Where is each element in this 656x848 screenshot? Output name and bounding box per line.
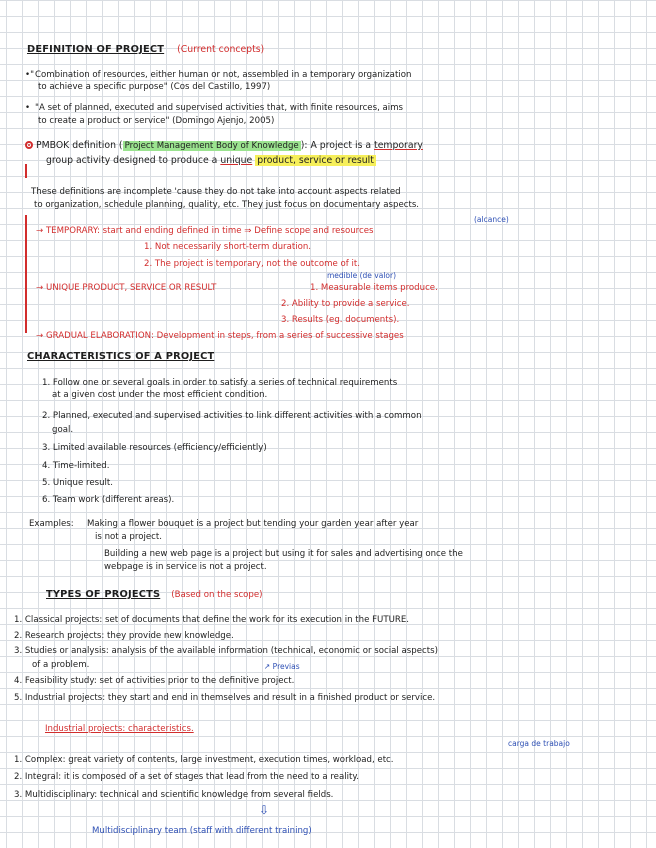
unique-item-1: 1. Measurable items produce. xyxy=(310,283,438,293)
arrow-right-icon: → xyxy=(36,331,46,341)
alcance-note: (alcance) xyxy=(474,215,509,224)
characteristics-item-3: 3. Limited available resources (efficiency/efficiently) xyxy=(42,443,267,453)
types-heading: TYPES OF PROJECTS xyxy=(46,589,161,600)
unique-item-2: 2. Ability to provide a service. xyxy=(281,299,410,309)
target-bullet-icon xyxy=(25,141,33,149)
characteristics-heading-line xyxy=(27,351,214,363)
examples-line-3: Building a new web page is a project but using it for sales and advertising once the xyxy=(104,549,463,559)
types-item-5: 5. Industrial projects: they start and end in themselves and result in a finished product or service. xyxy=(14,693,436,703)
examples-line-4: webpage is in service is not a project. xyxy=(104,562,267,572)
industrial-item-3: 3. Multidisciplinary: technical and scientific knowledge from several fields. xyxy=(14,790,334,800)
temporary-item-1: 1. Not necessarily short-term duration. xyxy=(144,242,312,252)
product-highlight: product, service or result xyxy=(257,155,374,166)
red-bracket-top xyxy=(25,164,27,178)
temporary-line: → TEMPORARY: start and ending defined in time ⇒ Define scope and resources xyxy=(36,226,374,236)
down-arrow-icon: ⇩ xyxy=(259,803,270,817)
red-rail xyxy=(25,215,27,333)
industrial-team: Multidisciplinary team (staff with different training) xyxy=(92,826,312,836)
unique-line: → UNIQUE PRODUCT, SERVICE OR RESULT xyxy=(36,283,217,293)
definition-bullet-2-line-1: • "A set of planned, executed and supervised activities that, with finite resources, aims xyxy=(25,103,404,113)
previas-note: ↗ Previas xyxy=(264,662,300,671)
pmbok-line-2: group activity designed to produce a unique product, service or result xyxy=(46,155,374,166)
characteristics-item-2-line-1: 2. Planned, executed and supervised activities to link different activities with a common xyxy=(42,411,422,421)
definition-subtitle: (Current concepts) xyxy=(177,44,265,55)
temporary-word: temporary xyxy=(374,140,423,151)
characteristics-item-6: 6. Team work (different areas). xyxy=(42,495,175,505)
definition-heading: DEFINITION OF PROJECT xyxy=(27,44,165,55)
characteristics-heading: CHARACTERISTICS OF A PROJECT xyxy=(27,351,215,362)
arrow-curve-icon: ↗ xyxy=(264,662,273,671)
types-item-2: 2. Research projects: they provide new knowledge. xyxy=(14,631,234,641)
gradual-line: → GRADUAL ELABORATION: Development in steps, from a series of successive stages xyxy=(36,331,404,341)
characteristics-item-2-line-2: goal. xyxy=(52,425,74,435)
industrial-item-2: 2. Integral: it is composed of a set of stages that lead from the need to a reality. xyxy=(14,772,359,782)
bullet-dot-icon: •" xyxy=(25,70,35,80)
types-item-4: 4. Feasibility study: set of activities prior to the definitive project. xyxy=(14,676,295,686)
characteristics-item-1-line-2: at a given cost under the most efficient condition. xyxy=(52,390,268,400)
types-item-3-line-2: of a problem. xyxy=(32,660,90,670)
incomplete-line-1: These definitions are incomplete 'cause they do not take into account aspects related xyxy=(31,187,401,197)
definition-bullet-1-line-1: •"Combination of resources, either human or not, assembled in a temporary organization xyxy=(25,70,412,80)
temporary-item-2: 2. The project is temporary, not the outcome of it. xyxy=(144,259,361,269)
types-heading-line xyxy=(46,589,263,601)
types-item-3-line-1: 3. Studies or analysis: analysis of the available information (technical, economic or social aspects) xyxy=(14,646,438,656)
incomplete-line-2: to organization, schedule planning, quality, etc. They just focus on documentary aspects. xyxy=(34,200,420,210)
industrial-item-1: 1. Complex: great variety of contents, large investment, execution times, workload, etc. xyxy=(14,755,394,765)
examples-label: Examples: xyxy=(29,519,74,529)
carga-note: carga de trabajo xyxy=(508,739,570,748)
types-subtitle: (Based on the scope) xyxy=(171,590,263,600)
definition-bullet-1-line-2: to achieve a specific purpose" (Cos del Castillo, 1997) xyxy=(38,82,271,92)
arrow-right-icon: → xyxy=(36,283,46,293)
industrial-heading: Industrial projects: characteristics. xyxy=(45,724,194,734)
types-item-1: 1. Classical projects: set of documents that define the work for its execution in the FUTURE. xyxy=(14,615,410,625)
bullet-dot-icon: • xyxy=(25,103,31,113)
definition-heading-line xyxy=(27,44,264,56)
characteristics-item-5: 5. Unique result. xyxy=(42,478,114,488)
characteristics-item-1-line-1: 1. Follow one or several goals in order to satisfy a series of technical requirements xyxy=(42,378,398,388)
unique-item-3: 3. Results (eg. documents). xyxy=(281,315,400,325)
characteristics-item-4: 4. Time-limited. xyxy=(42,461,110,471)
arrow-right-icon: → xyxy=(36,226,46,236)
examples-line-1: Making a flower bouquet is a project but tending your garden year after year xyxy=(87,519,419,529)
examples-line-2: is not a project. xyxy=(95,532,162,542)
medible-note: medible (de valor) xyxy=(327,271,397,280)
definition-bullet-2-line-2: to create a product or service" (Domingo Ajenjo, 2005) xyxy=(38,116,275,126)
unique-word: unique xyxy=(220,155,253,166)
pmbok-line-1: PMBOK definition ( Project Management Body of Knowledge ): A project is a temporary xyxy=(25,140,423,152)
pmbok-highlight: Project Management Body of Knowledge xyxy=(124,141,299,151)
